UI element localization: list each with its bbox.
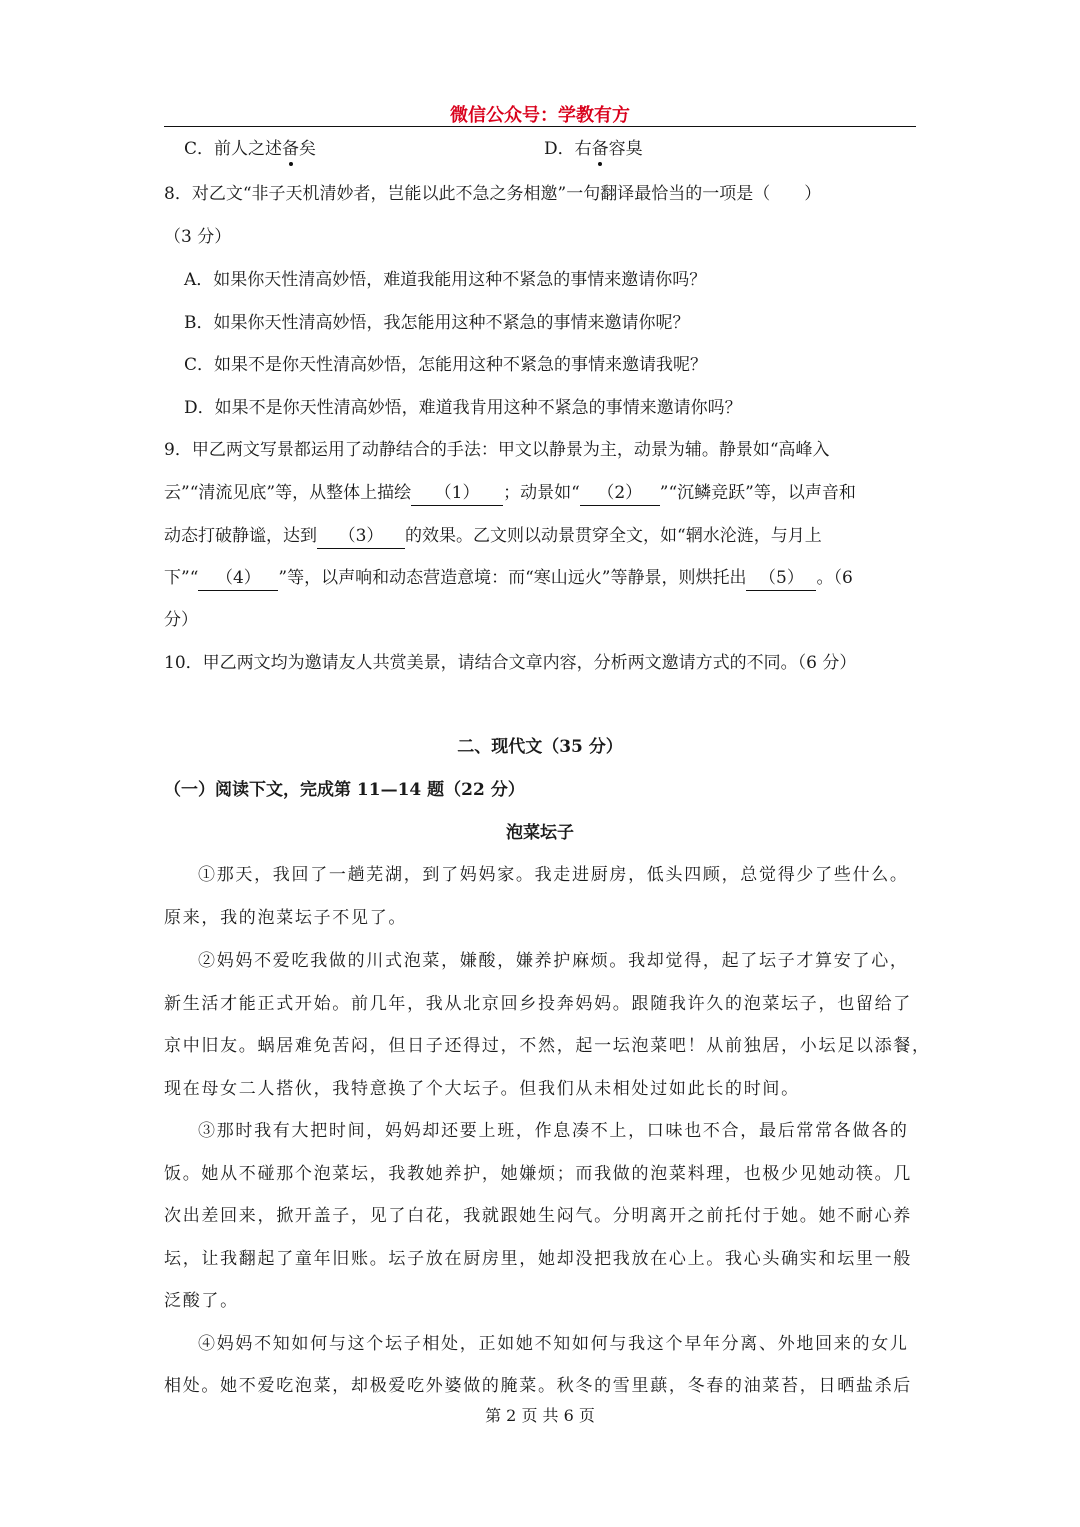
article-line: 原来，我的泡菜坛子不见了。	[164, 908, 408, 928]
q7-option-d: D．右备容臭	[544, 139, 643, 159]
article-line: 泛酸了。	[164, 1291, 239, 1311]
article-line: 相处。她不爱吃泡菜，却极爱吃外婆做的腌菜。秋冬的雪里蕻，冬春的油菜苔，日晒盐杀后	[164, 1376, 912, 1396]
answer-blank-4: （4）	[198, 566, 278, 591]
q8-option-c: C．如果不是你天性清高妙悟，怎能用这种不紧急的事情来邀请我呢？	[184, 355, 708, 375]
article-line: 现在母女二人搭伙，我特意换了个大坛子。但我们从未相处过如此长的时间。	[164, 1079, 800, 1099]
q9-line-1: 9．甲乙两文写景都运用了动静结合的手法：甲文以静景为主，动景为辅。静景如“高峰入	[164, 440, 830, 460]
q8-option-d: D．如果不是你天性清高妙悟，难道我肯用这种不紧急的事情来邀请你吗？	[184, 398, 742, 418]
section-title: 二、现代文（35 分）	[457, 737, 623, 757]
q8-option-b: B．如果你天性清高妙悟，我怎能用这种不紧急的事情来邀请你呢？	[184, 313, 690, 333]
q10-stem: 10．甲乙两文均为邀请友人共赏美景，请结合文章内容，分析两文邀请方式的不同。（6 分）	[164, 653, 857, 673]
article-line: ①那天，我回了一趟芜湖，到了妈妈家。我走进厨房，低头四顾，总觉得少了些什么。	[198, 865, 909, 885]
article-line: ②妈妈不爱吃我做的川式泡菜，嫌酸，嫌养护麻烦。我却觉得，起了坛子才算安了心，	[198, 951, 909, 971]
subsection-title: （一）阅读下文，完成第 11—14 题（22 分）	[164, 780, 525, 800]
q9-line-5: 分）	[164, 610, 198, 630]
article-line: 坛，让我翻起了童年旧账。坛子放在厨房里，她却没把我放在心上。我心头确实和坛里一般	[164, 1249, 912, 1269]
emphasis-char: 备	[282, 139, 300, 159]
answer-blank-3: （3）	[317, 524, 405, 549]
answer-blank-1: （1）	[411, 481, 503, 506]
article-line: ④妈妈不知如何与这个坛子相处，正如她不知如何与我这个早年分离、外地回来的女儿	[198, 1334, 909, 1354]
q9-line-4: 下”“ （4） ”等，以声响和动态营造意境：而“寒山远火”等静景，则烘托出 （5） 。（6	[164, 566, 853, 591]
page-footer: 第 2 页 共 6 页	[485, 1406, 595, 1425]
header-rule	[164, 126, 916, 127]
q9-line-2: 云”“清流见底”等，从整体上描绘 （1） ；动景如“ （2） ”“沉鳞竞跃”等，以声音和	[164, 481, 856, 506]
header-source: 微信公众号：学教有方	[450, 105, 630, 126]
article-title: 泡菜坛子	[506, 823, 574, 843]
q7-option-c: C．前人之述备矣	[184, 139, 317, 159]
answer-blank-2: （2）	[580, 481, 660, 506]
answer-blank-5: （5）	[746, 566, 816, 591]
article-line: 新生活才能正式开始。前几年，我从北京回乡投奔妈妈。跟随我许久的泡菜坛子，也留给了	[164, 994, 912, 1014]
article-line: 次出差回来，掀开盖子，见了白花，我就跟她生闷气。分明离开之前托付于她。她不耐心养	[164, 1206, 912, 1226]
q9-line-3: 动态打破静谧，达到 （3） 的效果。乙文则以动景贯穿全文，如“辋水沦涟，与月上	[164, 524, 822, 549]
article-line: 饭。她从不碰那个泡菜坛，我教她养护，她嫌烦；而我做的泡菜料理，也极少见她动筷。几	[164, 1164, 912, 1184]
emphasis-char: 备	[591, 139, 609, 159]
q8-stem: 8．对乙文“非子天机清妙者，岂能以此不急之务相邀”一句翻译最恰当的一项是（ ）	[164, 184, 822, 204]
article-line: 京中旧友。蜗居难免苦闷，但日子还得过，不然，起一坛泡菜吧！从前独居，小坛足以添餐，	[164, 1036, 931, 1056]
q8-score: （3 分）	[164, 227, 232, 247]
article-line: ③那时我有大把时间，妈妈却还要上班，作息凑不上，口味也不合，最后常常各做各的	[198, 1121, 909, 1141]
q8-option-a: A．如果你天性清高妙悟，难道我能用这种不紧急的事情来邀请你吗？	[184, 270, 707, 290]
